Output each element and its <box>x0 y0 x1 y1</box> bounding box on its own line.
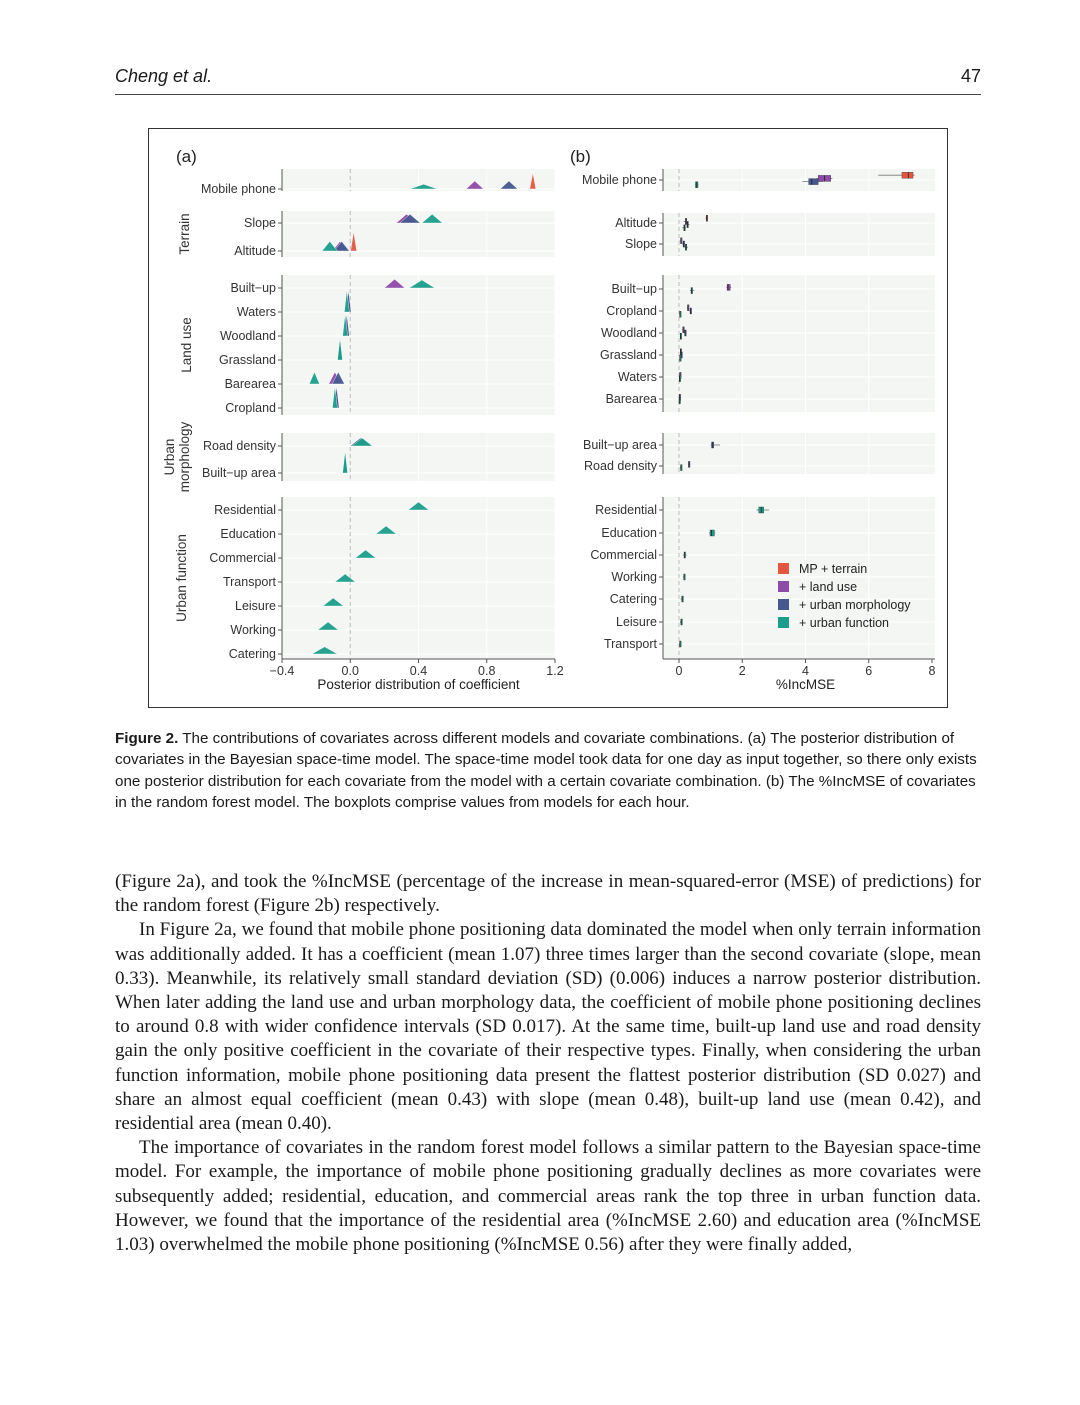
legend-label: + urban morphology <box>799 598 911 612</box>
panel-a-row-label: Grassland <box>219 353 276 367</box>
body-text <box>115 870 981 1257</box>
panel-a-group-title: morphology <box>177 421 192 493</box>
running-header <box>115 64 981 95</box>
panel-b-x-tick-label: 0 <box>675 664 683 678</box>
panel-a-x-tick-label: 1.2 <box>546 664 564 678</box>
panel-b-x-tick-label: 4 <box>802 664 809 678</box>
panel-a-row-label: Residential <box>214 503 276 517</box>
panel-b-row-label: Altitude <box>615 216 657 230</box>
legend-swatch <box>778 617 789 628</box>
panel-a-row-label: Cropland <box>225 401 276 415</box>
panel-b-x-tick-label: 6 <box>865 664 873 678</box>
panel-a-row-label: Built−up <box>230 281 276 295</box>
panel-a-row-label: Working <box>230 623 276 637</box>
figure-caption <box>115 728 981 813</box>
panel-a-group-title: Land use <box>179 317 194 373</box>
panel-a-group-title: Urban <box>162 438 177 476</box>
panel-a-row-label: Mobile phone <box>200 182 276 196</box>
panel-a-x-tick-label: 0.4 <box>409 664 428 678</box>
figure-caption-text: The contributions of covariates across different models and covariate combinations. (a) The posterior distribution of covariates in the Bayesian space-time model. The space-time model took data for one day as input together, so there only exists one posterior distribution for each covariate from the model with a certain covariate combination. (b) The %IncMSE of covariates in the random forest model. The boxplots comprise values from models for each hour. <box>115 730 977 811</box>
panel-a-row-label: Woodland <box>219 329 276 343</box>
figure-2 <box>148 128 948 708</box>
legend-swatch <box>778 563 789 574</box>
panel-b-row-label: Cropland <box>606 304 657 318</box>
panel-a-x-tick-label: 0.0 <box>341 664 359 678</box>
panel-b-row-label: Road density <box>584 459 657 473</box>
panel-b-row-label: Waters <box>617 370 657 384</box>
panel-a-x-tick-label: −0.4 <box>269 664 295 678</box>
panel-a-row-label: Waters <box>236 305 276 319</box>
panel-b-group-background <box>663 213 935 256</box>
panel-a-row-label: Altitude <box>234 244 276 258</box>
panel-b-row-label: Transport <box>603 637 657 651</box>
panel-b-group-background <box>663 275 935 412</box>
panel-b-row-label: Leisure <box>616 615 657 629</box>
paragraph-2: In Figure 2a, we found that mobile phone positioning data dominated the model when only terrain information was additionally added. It has a coefficient (mean 1.07) three times larger than the second covariate (slope, mean 0.33). Meanwhile, its relatively small standard deviation (SD) (0.006) induces a narrow posterior distribution. When later adding the land use and urban morphology data, the coefficient of mobile phone positioning declines to around 0.8 with wider confidence intervals (SD 0.017). At the same time, built-up land use and road density gain the only positive coefficient in the covariate of their respective types. Finally, when considering the urban function information, mobile phone positioning data present the flattest posterior distribution (SD 0.027) and share an almost equal coefficient (mean 0.43) with slope (mean 0.48), built-up land use (mean 0.42), and residential area (mean 0.40). <box>115 919 981 1135</box>
panel-b-row-label: Barearea <box>605 392 657 406</box>
panel-b-row-label: Working <box>611 570 657 584</box>
panel-b-row-label: Woodland <box>600 326 657 340</box>
figure-2-chart <box>149 129 947 707</box>
legend-swatch <box>778 581 789 592</box>
panel-b-box <box>727 284 730 290</box>
panel-b-row-label: Built−up area <box>582 438 657 452</box>
panel-a-row-label: Education <box>220 527 276 541</box>
running-header-authors: Cheng et al. <box>115 66 213 86</box>
panel-a-row-label: Barearea <box>224 377 276 391</box>
panel-b-row-label: Commercial <box>590 548 657 562</box>
legend-swatch <box>778 599 789 610</box>
panel-b-row-label: Built−up <box>611 282 657 296</box>
panel-a-x-tick-label: 0.8 <box>478 664 496 678</box>
panel-a-row-label: Catering <box>228 647 276 661</box>
panel-b-row-label: Slope <box>625 237 657 251</box>
panel-b-row-label: Education <box>601 526 657 540</box>
figure-caption-label: Figure 2. <box>115 730 179 747</box>
panel-b-group-background <box>663 497 935 659</box>
panel-a-row-label: Commercial <box>209 551 276 565</box>
panel-b-x-tick-label: 8 <box>928 664 936 678</box>
panel-b-x-tick-label: 2 <box>738 664 746 678</box>
panel-a-row-label: Transport <box>222 575 276 589</box>
panel-a-row-label: Slope <box>244 216 276 230</box>
panel-b-group-background <box>663 433 935 474</box>
panel-a-row-label: Leisure <box>235 599 276 613</box>
legend-label: MP + terrain <box>799 562 868 576</box>
panel-b-row-label: Catering <box>609 592 657 606</box>
panel-a-row-label: Built−up area <box>201 466 276 480</box>
legend-label: + urban function <box>799 616 889 630</box>
panel-a-x-label: Posterior distribution of coefficient <box>317 677 520 692</box>
paragraph-3: The importance of covariates in the random forest model follows a similar pattern to the Bayesian space-time model. For example, the importance of mobile phone positioning gradually declines as more covariates were subsequently added; residential, education, and commercial areas rank the top three in urban function data. However, we found that the importance of the residential area (%IncMSE 2.60) and education area (%IncMSE 1.03) overwhelmed the mobile phone positioning (%IncMSE 0.56) after they were finally added, <box>115 1137 981 1256</box>
panel-a-row-label: Road density <box>203 439 276 453</box>
page-number: 47 <box>960 66 981 86</box>
panel-b-box <box>809 179 818 185</box>
panel-a-label: (a) <box>176 147 197 166</box>
panel-a-group-title: Urban function <box>174 534 189 622</box>
panel-b-box <box>902 172 913 178</box>
paragraph-1: (Figure 2a), and took the %IncMSE (percentage of the increase in mean-squared-error (MSE) of predictions) for the random forest (Figure 2b) respectively. <box>115 871 981 917</box>
legend-label: + land use <box>799 580 858 594</box>
panel-b-row-label: Grassland <box>600 348 657 362</box>
panel-b-row-label: Residential <box>595 503 657 517</box>
panel-b-row-label: Mobile phone <box>581 173 657 187</box>
panel-a-group-title: Terrain <box>177 213 192 255</box>
panel-b-label: (b) <box>570 147 591 166</box>
panel-b-x-label: %IncMSE <box>775 677 836 692</box>
panel-b-box <box>710 530 714 536</box>
